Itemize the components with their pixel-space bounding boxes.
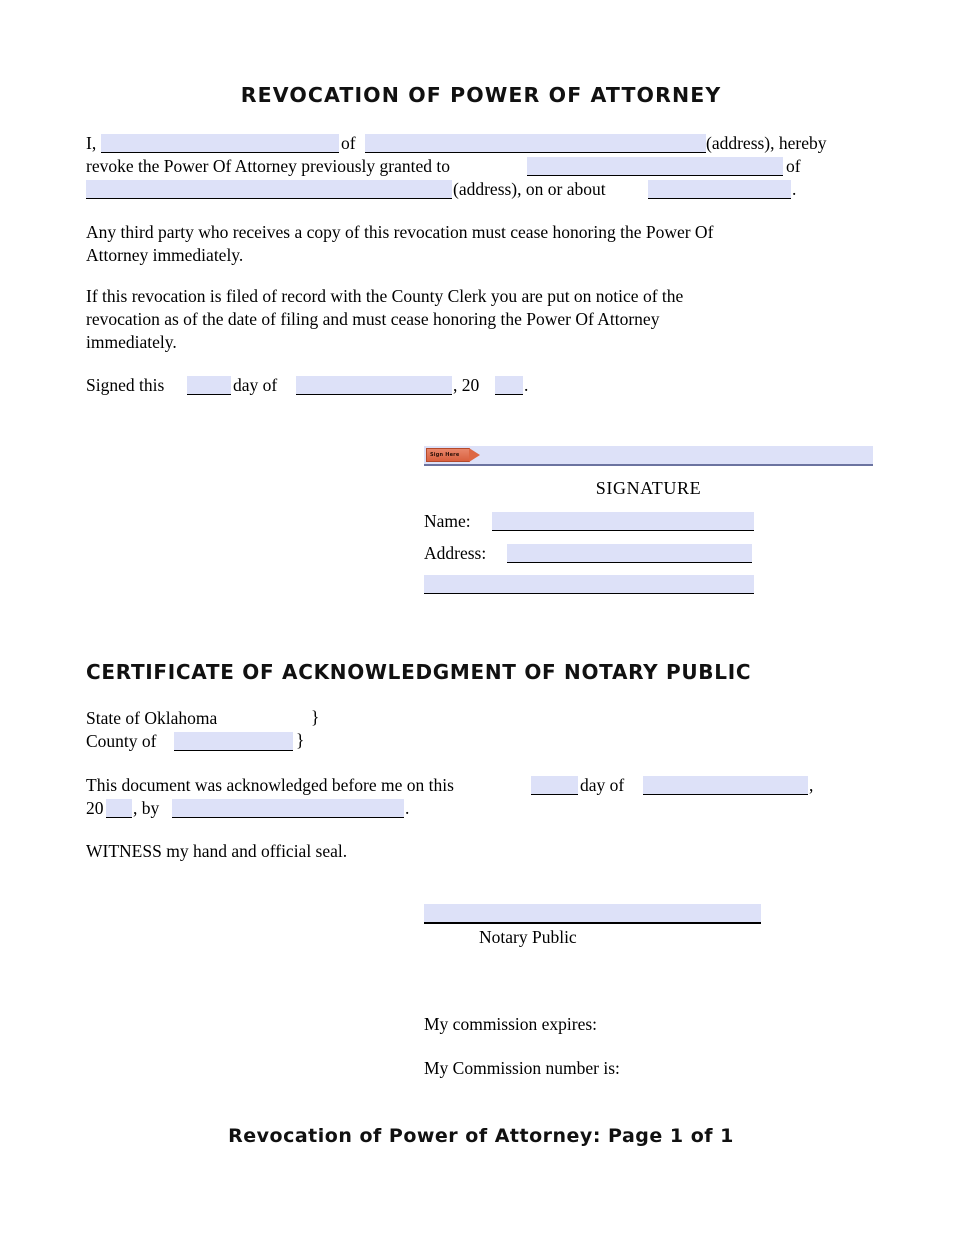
signed-year-field[interactable]: [495, 376, 523, 395]
revocation-line2-text: revoke the Power Of Attorney previously granted to: [86, 156, 451, 176]
signed-this-prefix: Signed this: [86, 375, 165, 395]
third-party-line2: Attorney immediately.: [86, 245, 244, 265]
signer-name-label: Name:: [424, 511, 471, 531]
acknowledgment-year-prefix: 20: [86, 798, 104, 818]
acknowledgment-day-of-label: day of: [580, 775, 625, 795]
signed-year-prefix: , 20: [453, 375, 480, 395]
county-brace: }: [296, 730, 305, 750]
state-brace: }: [311, 707, 320, 727]
notary-section-heading: CERTIFICATE OF ACKNOWLEDGMENT OF NOTARY PUBLIC: [86, 660, 752, 684]
agent-address-field[interactable]: [86, 180, 452, 199]
signed-line-period: .: [524, 375, 529, 395]
county-label: County of: [86, 731, 157, 751]
signer-address-field[interactable]: [507, 544, 752, 563]
agent-name-field[interactable]: [527, 157, 783, 176]
acknowledgment-line1-comma: ,: [809, 775, 814, 795]
revocation-date-field[interactable]: [648, 180, 791, 199]
page-title: REVOCATION OF POWER OF ATTORNEY: [240, 83, 722, 107]
notary-day-field[interactable]: [531, 776, 578, 795]
acknowledgment-line2-period: .: [405, 798, 410, 818]
county-clerk-line2: revocation as of the date of filing and must cease honoring the Power Of Attorney: [86, 309, 660, 329]
signed-day-of-label: day of: [233, 375, 278, 395]
witness-text: WITNESS my hand and official seal.: [86, 841, 348, 861]
commission-expires-label: My commission expires:: [424, 1014, 598, 1034]
signer-address-label: Address:: [424, 543, 487, 563]
county-field[interactable]: [174, 732, 293, 751]
principal-name-field[interactable]: [101, 134, 339, 153]
county-clerk-line1: If this revocation is filed of record with the County Clerk you are put on notice of the: [86, 286, 684, 306]
signature-field[interactable]: [424, 446, 873, 466]
notary-person-field[interactable]: [172, 799, 404, 818]
page-footer: Revocation of Power of Attorney: Page 1 of 1: [228, 1125, 734, 1147]
revocation-line1-prefix: I,: [86, 133, 97, 153]
notary-month-field[interactable]: [643, 776, 808, 795]
revocation-line1-suffix: (address), hereby: [706, 133, 827, 153]
third-party-line1: Any third party who receives a copy of this revocation must cease honoring the Power Of: [86, 222, 714, 242]
revocation-line3-end: .: [792, 179, 797, 199]
signature-caption: SIGNATURE: [595, 478, 702, 498]
revocation-line3-suffix: (address), on or about: [453, 179, 606, 199]
signer-address-line2-field[interactable]: [424, 575, 754, 594]
sign-here-tag-icon[interactable]: [426, 448, 470, 462]
signer-name-field[interactable]: [492, 512, 754, 531]
acknowledgment-line1-prefix: This document was acknowledged before me on this: [86, 775, 454, 795]
sign-here-tag-label: Sign Here: [430, 452, 460, 458]
notary-public-caption: Notary Public: [479, 927, 577, 947]
revocation-line2-of: of: [786, 156, 801, 176]
commission-number-label: My Commission number is:: [424, 1058, 620, 1078]
signed-month-field[interactable]: [296, 376, 452, 395]
signed-day-field[interactable]: [187, 376, 231, 395]
acknowledgment-by-label: , by: [133, 798, 160, 818]
notary-signature-field[interactable]: [424, 904, 761, 924]
notary-year-field[interactable]: [106, 799, 132, 818]
county-clerk-line3: immediately.: [86, 332, 177, 352]
state-label: State of Oklahoma: [86, 708, 218, 728]
principal-address-field[interactable]: [365, 134, 706, 153]
revocation-line1-of: of: [341, 133, 356, 153]
